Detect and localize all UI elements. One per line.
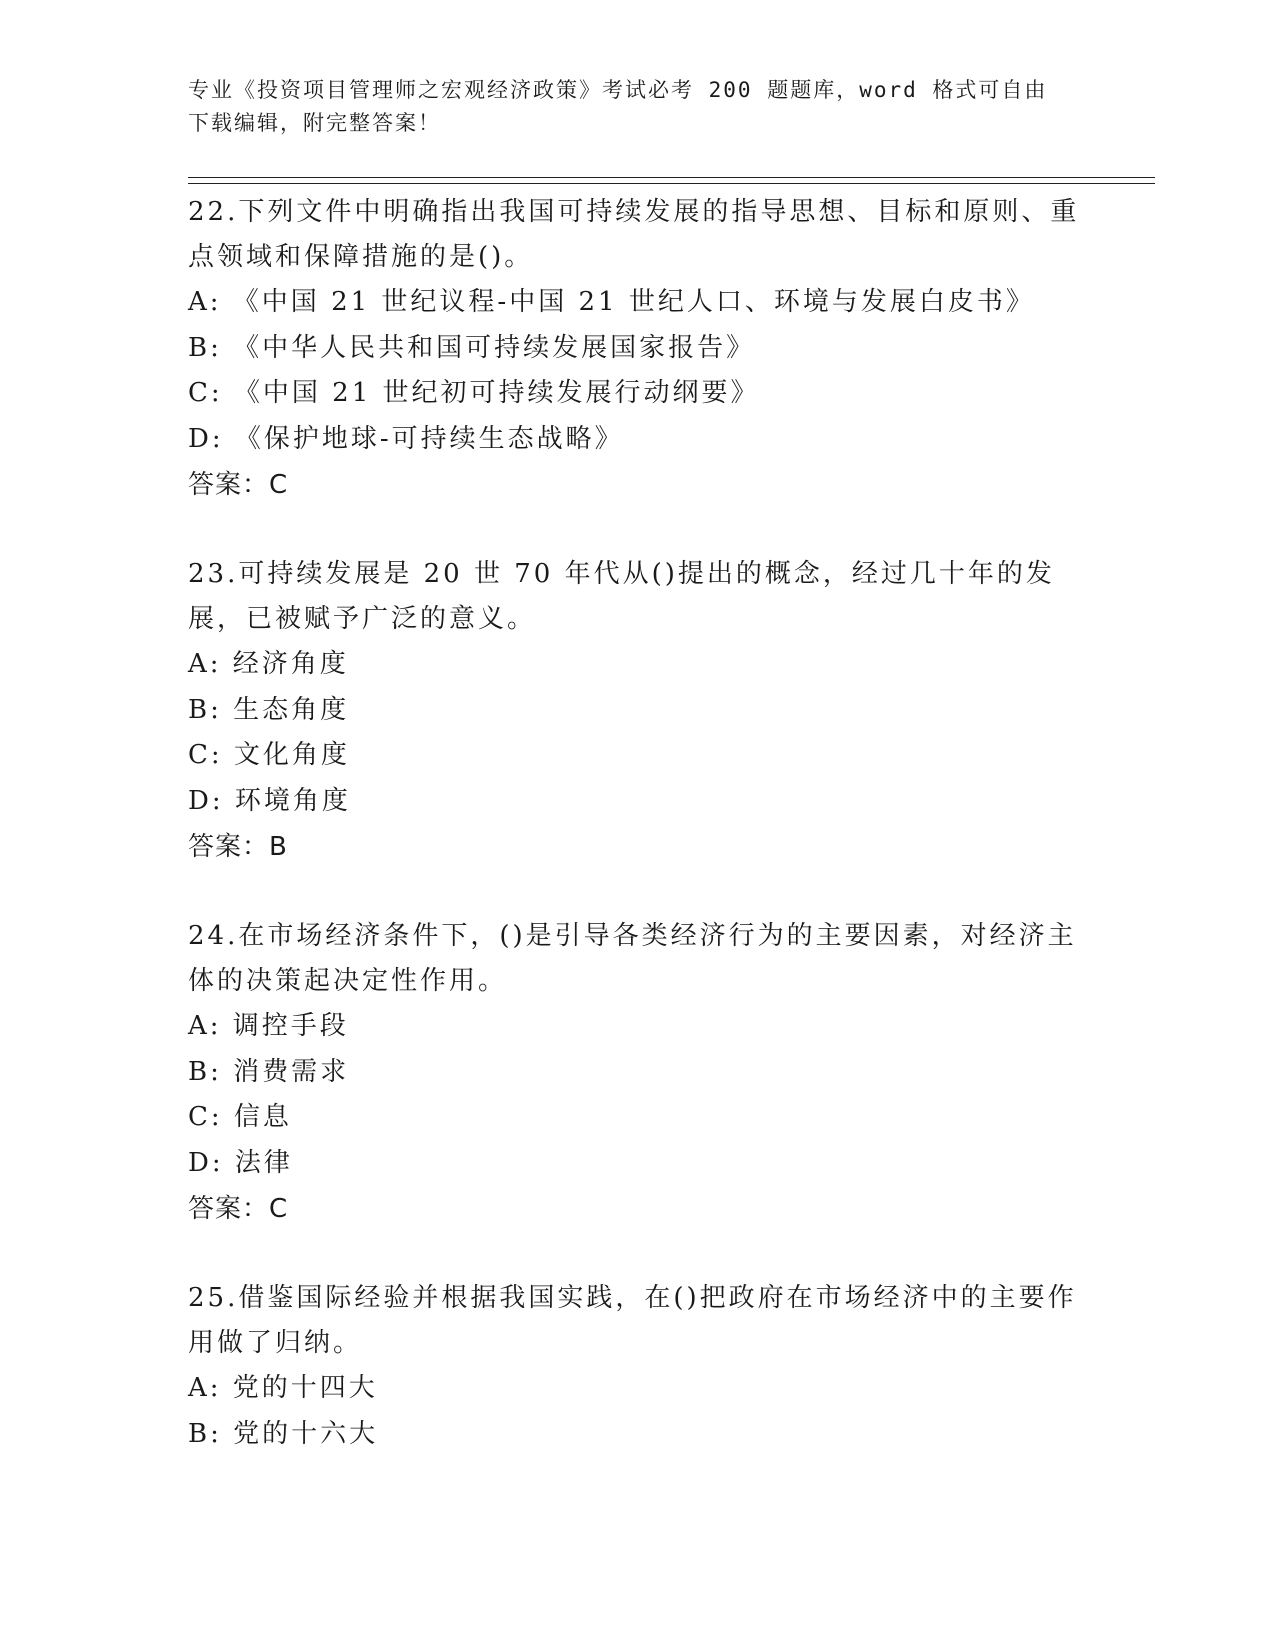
option-b: B: 《中华人民共和国可持续发展国家报告》 (188, 332, 756, 363)
option-c: C: 文化角度 (188, 740, 350, 770)
question-list (188, 190, 1088, 1501)
header-divider-top (188, 177, 1155, 178)
option-a: A: 调控手段 (188, 1011, 349, 1041)
option-a: A: 党的十四大 (188, 1373, 378, 1403)
header-divider-bottom (188, 183, 1155, 184)
option-d: D: 法律 (188, 1147, 293, 1178)
question-stem: 22.下列文件中明确指出我国可持续发展的指导思想、目标和原则、重点领域和保障措施的是()。 (188, 197, 1080, 272)
option-c: C: 《中国 21 世纪初可持续发展行动纲要》 (188, 378, 760, 408)
answer: 答案：C (188, 470, 289, 500)
question-stem: 24.在市场经济条件下，()是引导各类经济行为的主要因素，对经济主体的决策起决定性作用。 (188, 921, 1077, 996)
question-22 (188, 190, 1088, 508)
option-b: B: 消费需求 (188, 1056, 350, 1087)
option-b: B: 生态角度 (188, 694, 350, 725)
option-b: B: 党的十六大 (188, 1418, 379, 1449)
header-line-1: 专业《投资项目管理师之宏观经济政策》考试必考 200 题题库，word 格式可自由 (188, 78, 1048, 102)
answer: 答案：C (188, 1194, 289, 1224)
option-a: A: 《中国 21 世纪议程-中国 21 世纪人口、环境与发展白皮书》 (188, 287, 1035, 317)
document-header (188, 74, 1078, 140)
question-24 (188, 914, 1088, 1232)
answer: 答案：B (188, 832, 288, 862)
question-25 (188, 1276, 1088, 1457)
option-c: C: 信息 (188, 1102, 292, 1132)
header-line-2: 下载编辑，附完整答案！ (188, 111, 441, 135)
option-a: A: 经济角度 (188, 649, 349, 679)
question-23 (188, 552, 1088, 870)
option-d: D: 《保护地球-可持续生态战略》 (188, 423, 624, 454)
question-stem: 25.借鉴国际经验并根据我国实践，在()把政府在市场经济中的主要作用做了归纳。 (188, 1283, 1077, 1358)
question-stem: 23.可持续发展是 20 世 70 年代从()提出的概念，经过几十年的发展，已被赋予广泛的意义。 (188, 559, 1055, 634)
option-d: D: 环境角度 (188, 785, 351, 816)
